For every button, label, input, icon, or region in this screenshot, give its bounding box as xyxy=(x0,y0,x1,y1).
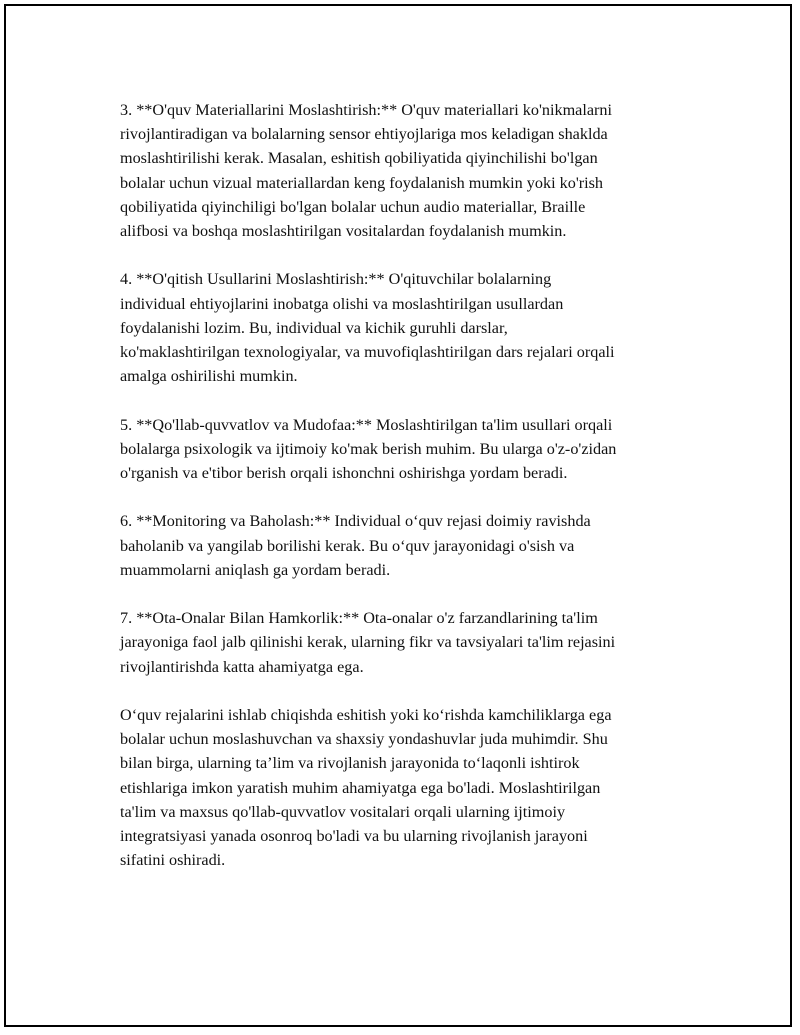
paragraph-conclusion: O‘quv rejalarini ishlab chiqishda eshitish yoki ko‘rishda kamchiliklarga ega bolalar uchun moslashuvchan va shaxsiy yondashuvlar juda muhimdir. Shu bilan birga, ularning ta’lim va rivojlanish jarayonida to‘laqonli ishtirok etishlariga imkon yaratish muhim ahamiyatga ega bo'ladi. Moslashtirilgan ta'lim va maxsus qo'llab-quvvatlov vositalari orqali ularning ijtimoiy integratsiyasi yanada osonroq bo'ladi va bu ularning rivojlanish jarayoni sifatini oshiradi. xyxy=(120,706,612,870)
document-body xyxy=(120,98,710,897)
paragraph-parents: 7. **Ota-Onalar Bilan Hamkorlik:** Ota-onalar o'z farzandlarining ta'lim jarayoniga faol jalb qilinishi kerak, ularning fikr va tavsiyalari ta'lim rejasini rivojlantirishda katta ahamiyatga ega. xyxy=(120,609,616,676)
page-frame xyxy=(4,4,792,1027)
paragraph-monitoring: 6. **Monitoring va Baholash:** Individual o‘quv rejasi doimiy ravishda baholanib va yangilab borilishi kerak. Bu o‘quv jarayonidagi o'sish va muammolarni aniqlash ga yordam beradi. xyxy=(120,512,591,579)
paragraph-materials: 3. **O'quv Materiallarini Moslashtirish:** O'quv materiallari ko'nikmalarni rivojlantiradigan va bolalarning sensor ehtiyojlariga mos keladigan shaklda moslashtirilishi kerak. Masalan, eshitish qobiliyatida qiyinchilishi bo'lgan bolalar uchun vizual materiallardan keng foydalanish mumkin yoki ko'rish qobiliyatida qiyinchiligi bo'lgan bolalar uchun audio materiallar, Braille alifbosi va boshqa moslashtirilgan vositalardan foydalanish mumkin. xyxy=(120,101,613,241)
paragraph-teaching-methods: 4. **O'qitish Usullarini Moslashtirish:** O'qituvchilar bolalarning individual ehtiyojlarini inobatga olishi va moslashtirilgan usullardan foydalanishi lozim. Bu, individual va kichik guruhli darslar, ko'maklashtirilgan texnologiyalar, va muvofiqlashtirilgan dars rejalari orqali amalga oshirilishi mumkin. xyxy=(120,270,615,386)
paragraph-support: 5. **Qo'llab-quvvatlov va Mudofaa:** Moslashtirilgan ta'lim usullari orqali bolalarga psixologik va ijtimoiy ko'mak berish muhim. Bu ularga o'z-o'zidan o'rganish va e'tibor berish orqali ishonchni oshirishga yordam beradi. xyxy=(120,415,617,483)
